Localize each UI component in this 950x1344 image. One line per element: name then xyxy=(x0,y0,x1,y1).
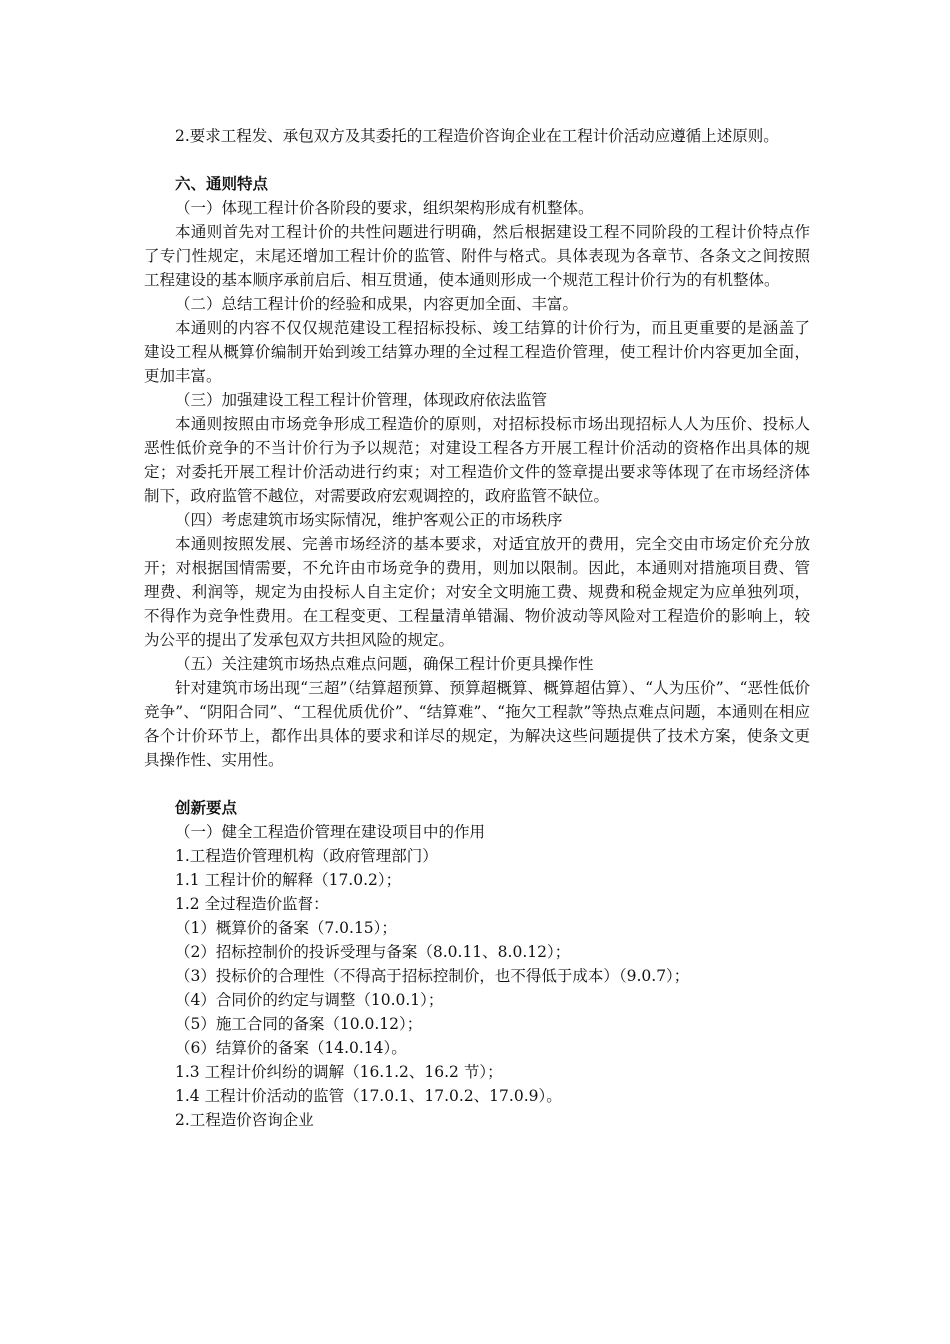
spacer xyxy=(144,772,810,796)
list-line: （5）施工合同的备案（10.0.12）； xyxy=(175,1015,423,1033)
body-paragraph-5: 针对建筑市场出现“三超”（结算超预算、预算超概算、概算超估算）、“人为压价”、“恶性低价竞争”、“阴阳合同”、“工程优质优价”、“结算难”、“拖欠工程款”等热点难点问题，本通则在相应各个计价环节上，都作出具体的要求和详尽的规定，为解决这些问题提供了技术方案，使条文更具操作性、实用性。 xyxy=(144,679,810,769)
subheading-4: （四）考虑建筑市场实际情况，维护客观公正的市场秩序 xyxy=(175,511,563,529)
spacer xyxy=(144,148,810,172)
list-line: （一）健全工程造价管理在建设项目中的作用 xyxy=(175,823,486,841)
list-line: 1.3 工程计价纠纷的调解（16.1.2、16.2 节）； xyxy=(175,1063,503,1081)
subheading-2: （二）总结工程计价的经验和成果，内容更加全面、丰富。 xyxy=(175,295,579,313)
subheading-1: （一）体现工程计价各阶段的要求，组织架构形成有机整体。 xyxy=(175,199,594,217)
section-heading-features: 六、通则特点 xyxy=(175,174,269,193)
list-line: （1）概算价的备案（7.0.15）； xyxy=(175,919,397,937)
list-line: 1.1 工程计价的解释（17.0.2）； xyxy=(175,871,402,889)
list-line: 1.工程造价管理机构（政府管理部门） xyxy=(175,847,438,865)
list-line: 1.4 工程计价活动的监管（17.0.1、17.0.2、17.0.9）。 xyxy=(175,1087,562,1105)
list-line: （4）合同价的约定与调整（10.0.1）； xyxy=(175,991,444,1009)
subheading-3: （三）加强建设工程工程计价管理，体现政府依法监管 xyxy=(175,391,548,409)
intro-paragraph: 2.要求工程发、承包双方及其委托的工程造价咨询企业在工程计价活动应遵循上述原则。 xyxy=(175,127,779,145)
body-paragraph-1: 本通则首先对工程计价的共性问题进行明确，然后根据建设工程不同阶段的工程计价特点作了专门性规定，末尾还增加工程计价的监管、附件与格式。具体表现为各章节、各条文之间按照工程建设的基本顺序承前启后、相互贯通，使本通则形成一个规范工程计价行为的有机整体。 xyxy=(144,223,810,289)
list-line: （6）结算价的备案（14.0.14）。 xyxy=(175,1039,407,1057)
body-paragraph-4: 本通则按照发展、完善市场经济的基本要求，对适宜放开的费用，完全交由市场定价充分放开；对根据国情需要，不允许由市场竞争的费用，则加以限制。因此，本通则对措施项目费、管理费、利润等，规定为由投标人自主定价；对安全文明施工费、规费和税金规定为应单独列项，不得作为竞争性费用。在工程变更、工程量清单错漏、物价波动等风险对工程造价的影响上，较为公平的提出了发承包双方共担风险的规定。 xyxy=(144,535,810,649)
document-body xyxy=(144,124,810,1132)
body-paragraph-3: 本通则按照由市场竞争形成工程造价的原则，对招标投标市场出现招标人人为压价、投标人恶性低价竞争的不当计价行为予以规范；对建设工程各方开展工程计价活动的资格作出具体的规定；对委托开展工程计价活动进行约束；对工程造价文件的签章提出要求等体现了在市场经济体制下，政府监管不越位，对需要政府宏观调控的，政府监管不缺位。 xyxy=(144,415,810,505)
section-heading-innovation: 创新要点 xyxy=(175,798,238,817)
list-line: （2）招标控制价的投诉受理与备案（8.0.11、8.0.12）； xyxy=(175,943,571,961)
body-paragraph-2: 本通则的内容不仅仅规范建设工程招标投标、竣工结算的计价行为，而且更重要的是涵盖了建设工程从概算价编制开始到竣工结算办理的全过程工程造价管理，使工程计价内容更加全面，更加丰富。 xyxy=(144,319,810,385)
subheading-5: （五）关注建筑市场热点难点问题，确保工程计价更具操作性 xyxy=(175,655,594,673)
list-line: 1.2 全过程造价监督： xyxy=(175,895,329,913)
list-line: （3）投标价的合理性（不得高于招标控制价，也不得低于成本）（9.0.7）； xyxy=(175,967,690,985)
list-line: 2.工程造价咨询企业 xyxy=(175,1111,314,1129)
